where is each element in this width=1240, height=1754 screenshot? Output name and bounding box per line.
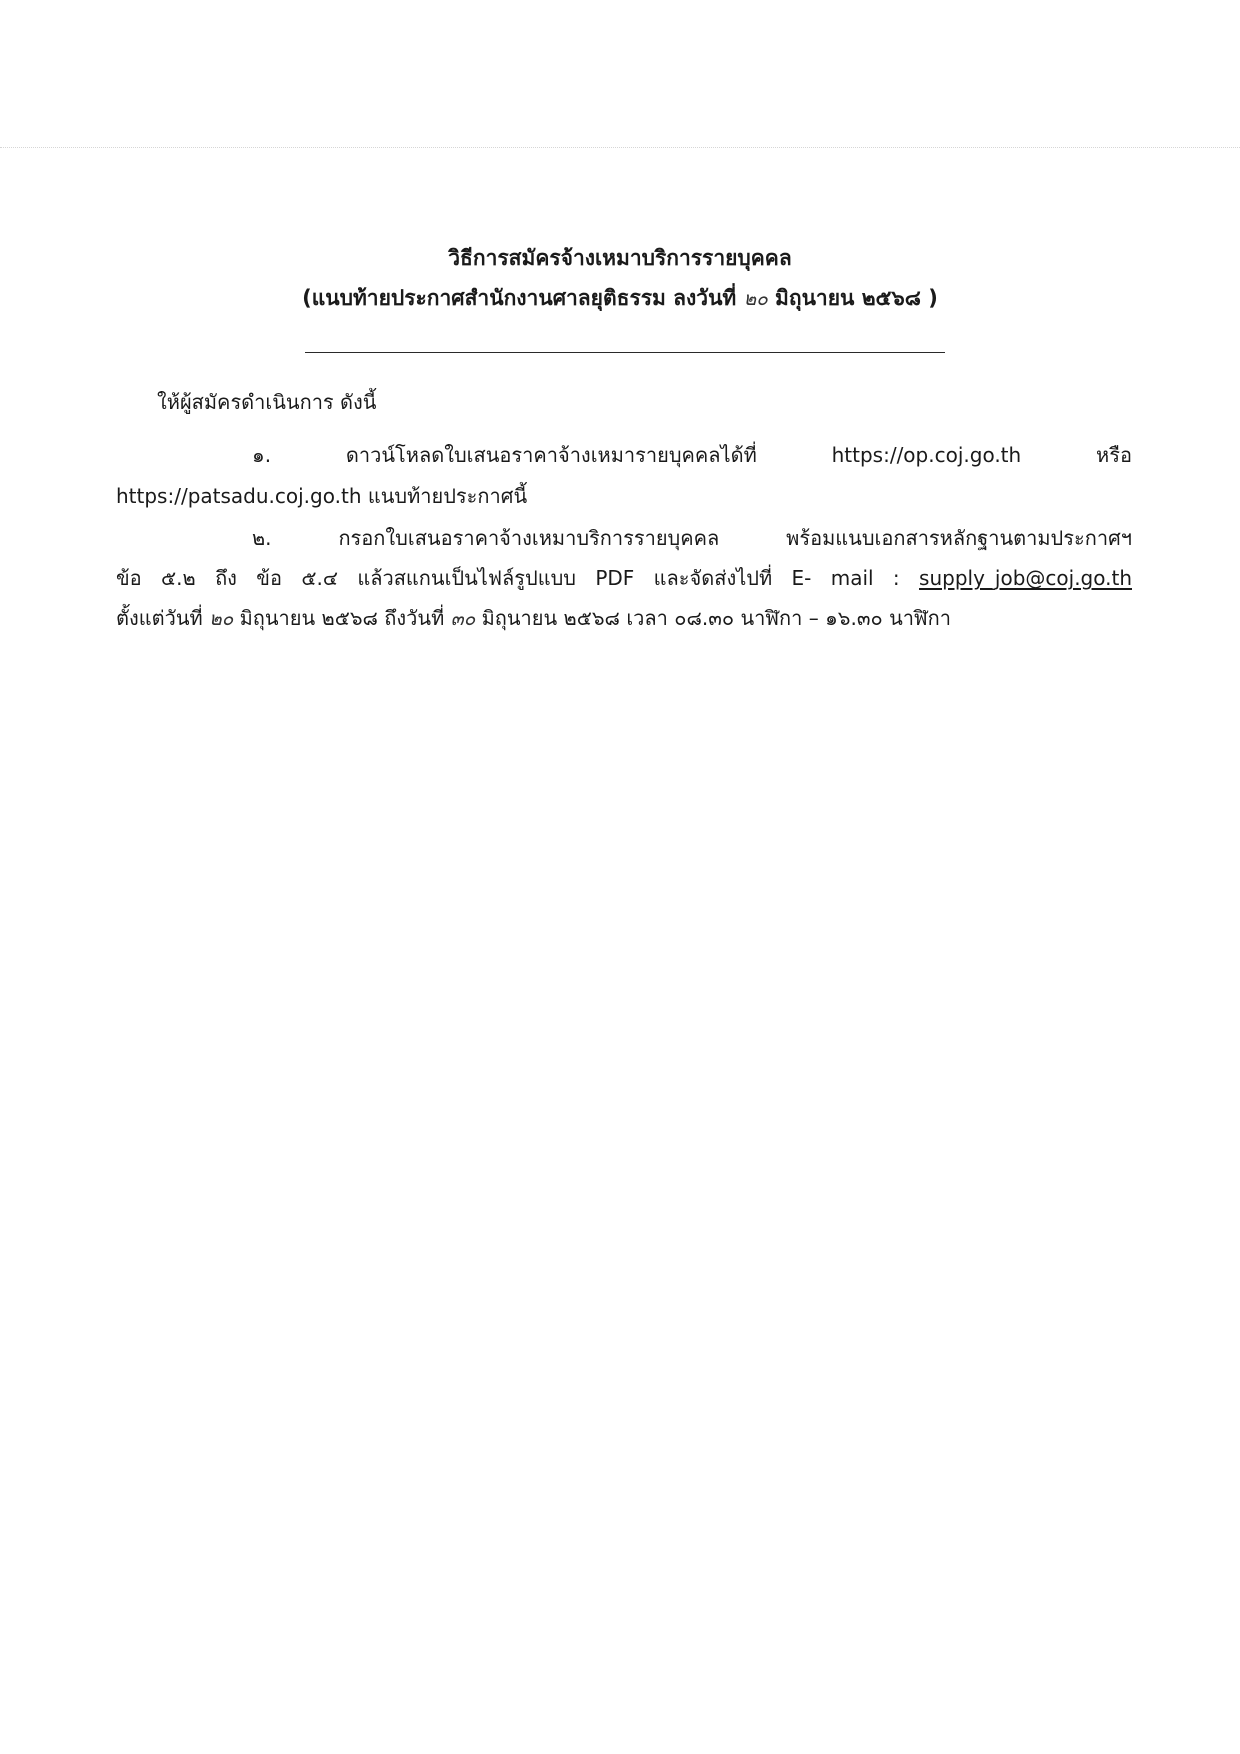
subtitle-prefix: (แนบท้ายประกาศสำนักงานศาลยุติธรรม ลงวันที่ (302, 286, 737, 310)
date-range-start-label: ตั้งแต่วันที่ (116, 606, 203, 630)
item-2-line-1 (252, 523, 1132, 553)
handwritten-end-day: ๓๐ (450, 608, 476, 630)
item-1-text: ๑. ดาวน์โหลดใบเสนอราคาจ้างเหมารายบุคคลได้ที่ https://op.coj.go.th หรือ (252, 443, 1132, 467)
intro-label: ให้ผู้สมัครดำเนินการ ดังนี้ (157, 390, 377, 414)
email-address: supply_job@coj.go.th (919, 566, 1132, 590)
document-title (0, 243, 1240, 273)
item-2-text: ๒. กรอกใบเสนอราคาจ้างเหมาบริการรายบุคคล พร้อมแนบเอกสารหลักฐานตามประกาศฯ (252, 526, 1132, 550)
item-1-line-2 (116, 481, 527, 511)
document-subtitle (0, 283, 1240, 314)
intro-text (157, 387, 376, 417)
scan-artifact-line (0, 147, 1240, 148)
handwritten-start-day: ๒๐ (209, 608, 234, 630)
item-2-line-2 (116, 563, 1132, 593)
title-line-1: วิธีการสมัครจ้างเหมาบริการรายบุคคล (448, 246, 792, 270)
item-2-continuation: ข้อ ๕.๒ ถึง ข้อ ๕.๔ แล้วสแกนเป็นไฟล์รูปแบบ PDF และจัดส่งไปที่ E- mail : (116, 566, 900, 590)
subtitle-suffix: มิถุนายน ๒๕๖๘ ) (775, 286, 938, 310)
item-1-line-1 (252, 440, 1132, 470)
date-range-middle: มิถุนายน ๒๕๖๘ ถึงวันที่ (239, 606, 445, 630)
date-range-end: มิถุนายน ๒๕๖๘ เวลา ๐๘.๓๐ นาฬิกา – ๑๖.๓๐ นาฬิกา (481, 606, 952, 630)
title-divider (305, 352, 945, 353)
handwritten-day: ๒๐ (743, 288, 768, 310)
item-2-line-3 (116, 603, 951, 634)
item-1-continuation: https://patsadu.coj.go.th แนบท้ายประกาศนี้ (116, 484, 528, 508)
